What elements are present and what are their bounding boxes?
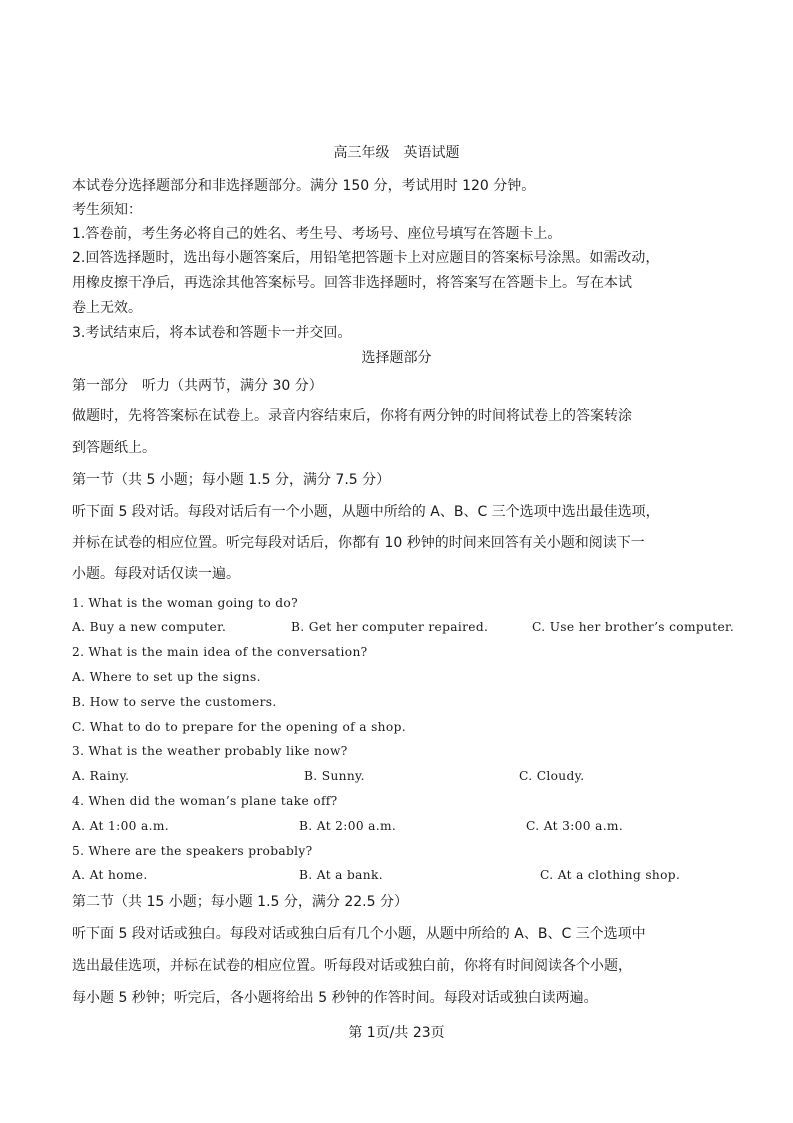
option-b: B. How to serve the customers. (72, 695, 277, 709)
option-c: C. At a clothing shop. (540, 868, 681, 882)
intro-text: 本试卷分选择题部分和非选择题部分。满分 150 分，考试用时 120 分钟。 (72, 178, 536, 194)
section2-instruction: 选出最佳选项，并标在试卷的相应位置。听每段对话或独白前，你将有时间阅读各个小题， (72, 958, 632, 974)
part1-instruction: 做题时，先将答案标在试卷上。录音内容结束后，你将有两分钟的时间将试卷上的答案转涂 (72, 408, 632, 424)
section1-heading: 第一节（共 5 小题；每小题 1.5 分，满分 7.5 分） (72, 472, 391, 488)
notice-heading: 考生须知： (72, 202, 142, 218)
option-c: C. At 3:00 a.m. (526, 819, 624, 833)
question-stem: 1. What is the woman going to do? (72, 596, 298, 610)
section2-instruction: 每小题 5 秒钟；听完后，各小题将给出 5 秒钟的作答时间。每段对话或独白读两遍。 (72, 990, 598, 1006)
question-stem: 5. Where are the speakers probably? (72, 844, 313, 858)
option-c: C. What to do to prepare for the opening of a shop. (72, 720, 406, 734)
option-a: A. Where to set up the signs. (72, 670, 261, 684)
section1-instruction: 小题。每段对话仅读一遍。 (72, 566, 240, 582)
section2-instruction: 听下面 5 段对话或独白。每段对话或独白后有几个小题，从题中所给的 A、B、C 三个选项中 (72, 926, 646, 942)
page-footer: 第 1页/共 23页 (348, 1025, 445, 1041)
option-c: C. Cloudy. (519, 769, 585, 783)
part1-heading: 第一部分 听力（共两节，满分 30 分） (72, 378, 323, 394)
question-stem: 3. What is the weather probably like now? (72, 744, 348, 758)
option-a: A. Buy a new computer. (72, 620, 227, 634)
option-a: A. At 1:00 a.m. (72, 819, 169, 833)
part1-instruction: 到答题纸上。 (72, 440, 156, 456)
option-a: A. At home. (72, 868, 148, 882)
notice-item: 卷上无效。 (72, 300, 142, 316)
section1-instruction: 并标在试卷的相应位置。听完每段对话后，你都有 10 秒钟的时间来回答有关小题和阅读下一 (72, 535, 645, 551)
option-b: B. At 2:00 a.m. (299, 819, 397, 833)
notice-item: 2.回答选择题时，选出每小题答案后，用铅笔把答题卡上对应题目的答案标号涂黑。如需改动， (72, 250, 660, 266)
option-a: A. Rainy. (72, 769, 130, 783)
option-b: B. At a bank. (299, 868, 383, 882)
question-stem: 4. When did the woman’s plane take off? (72, 794, 338, 808)
option-b: B. Sunny. (304, 769, 365, 783)
notice-item: 3.考试结束后，将本试卷和答题卡一并交回。 (72, 325, 352, 341)
page-title: 高三年级 英语试题 (333, 145, 460, 161)
option-c: C. Use her brother’s computer. (532, 620, 735, 634)
notice-item: 1.答卷前，考生务必将自己的姓名、考生号、考场号、座位号填写在答题卡上。 (72, 226, 562, 242)
section-title: 选择题部分 (361, 350, 432, 366)
question-stem: 2. What is the main idea of the conversation? (72, 645, 368, 659)
section1-instruction: 听下面 5 段对话。每段对话后有一个小题，从题中所给的 A、B、C 三个选项中选出最佳选项， (72, 504, 660, 520)
section2-heading: 第二节（共 15 小题；每小题 1.5 分，满分 22.5 分） (72, 894, 408, 910)
notice-item: 用橡皮擦干净后，再选涂其他答案标号。回答非选择题时，将答案写在答题卡上。写在本试 (72, 275, 632, 291)
option-b: B. Get her computer repaired. (291, 620, 489, 634)
